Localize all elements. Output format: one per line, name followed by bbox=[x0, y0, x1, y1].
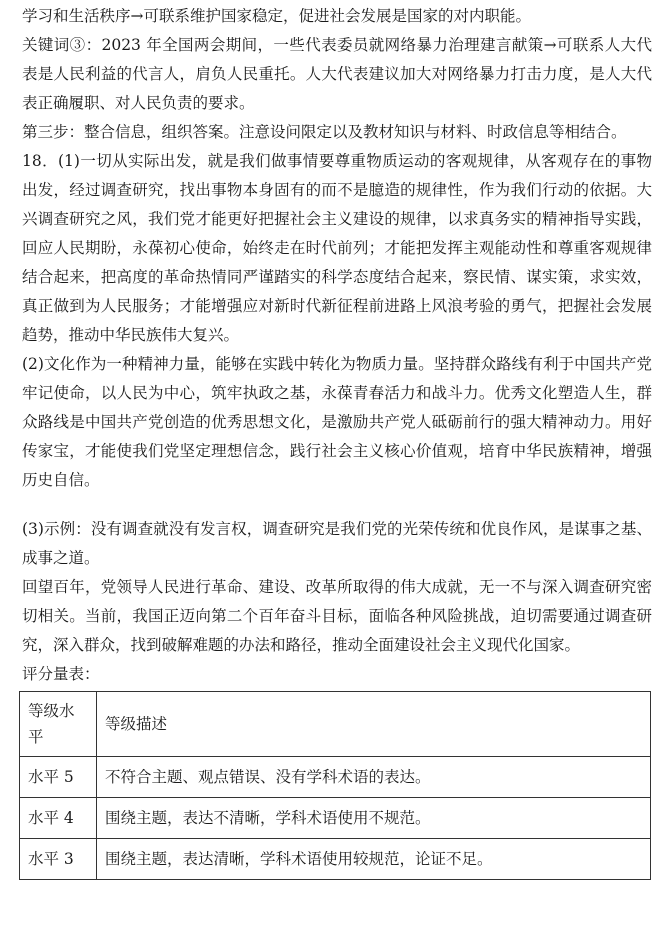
row-level: 水平 3 bbox=[20, 839, 97, 880]
paragraph-q18-part3-example: (3)示例：没有调查就没有发言权，调查研究是我们党的光荣传统和优良作风，是谋事之基、成事之道。 bbox=[22, 520, 652, 567]
paragraph-state-function: 学习和生活秩序→可联系维护国家稳定，促进社会发展是国家的对内职能。 bbox=[22, 7, 531, 25]
table-header-row bbox=[20, 692, 651, 757]
scoring-table-caption: 评分量表： bbox=[22, 665, 100, 683]
row-level: 水平 4 bbox=[20, 798, 97, 839]
paragraph-q18-part2: (2)文化作为一种精神力量，能够在实践中转化为物质力量。坚持群众路线有利于中国共产党牢记使命，以人民为中心，筑牢执政之基，永葆青春活力和战斗力。优秀文化塑造人生，群众路线是中国共产党创造的优秀思想文化，是激励共产党人砥砺前行的强大精神动力。用好传家宝，才能使我们党坚定理想信念，践行社会主义核心价值观，培育中华民族精神，增强历史自信。 bbox=[22, 355, 652, 489]
spacer bbox=[22, 495, 652, 515]
row-level: 水平 5 bbox=[20, 757, 97, 798]
paragraph-step-3: 第三步：整合信息，组织答案。注意设问限定以及教材知识与材料、时政信息等相结合。 bbox=[22, 123, 627, 141]
table-row bbox=[20, 798, 651, 839]
row-description: 不符合主题、观点错误、没有学科术语的表达。 bbox=[97, 757, 651, 798]
table-row bbox=[20, 839, 651, 880]
row-description: 围绕主题，表达清晰，学科术语使用较规范，论证不足。 bbox=[97, 839, 651, 880]
header-description: 等级描述 bbox=[97, 692, 651, 757]
header-level: 等级水平 bbox=[20, 692, 97, 757]
scoring-table bbox=[19, 691, 651, 880]
table-row bbox=[20, 757, 651, 798]
paragraph-q18-part3-body: 回望百年，党领导人民进行革命、建设、改革所取得的伟大成就，无一不与深入调查研究密切相关。当前，我国正迈向第二个百年奋斗目标，面临各种风险挑战，迫切需要通过调查研究，深入群众，找到破解难题的办法和路径，推动全面建设社会主义现代化国家。 bbox=[22, 578, 652, 654]
paragraph-keyword-3: 关键词③：2023 年全国两会期间，一些代表委员就网络暴力治理建言献策→可联系人大代表是人民利益的代言人，肩负人民重托。人大代表建议加大对网络暴力打击力度，是人大代表正确履职、对人民负责的要求。 bbox=[22, 36, 652, 112]
row-description: 围绕主题，表达不清晰，学科术语使用不规范。 bbox=[97, 798, 651, 839]
paragraph-q18-part1: 18．(1)一切从实际出发，就是我们做事情要尊重物质运动的客观规律，从客观存在的事物出发，经过调查研究，找出事物本身固有的而不是臆造的规律性，作为我们行动的依据。大兴调查研究之风，我们党才能更好把握社会主义建设的规律，以求真务实的精神指导实践，回应人民期盼，永葆初心使命，始终走在时代前列；才能把发挥主观能动性和尊重客观规律结合起来，把高度的革命热情同严谨踏实的科学态度结合起来，察民情、谋实策，求实效，真正做到为人民服务；才能增强应对新时代新征程前进路上风浪考验的勇气，把握社会发展趋势，推动中华民族伟大复兴。 bbox=[22, 152, 652, 344]
